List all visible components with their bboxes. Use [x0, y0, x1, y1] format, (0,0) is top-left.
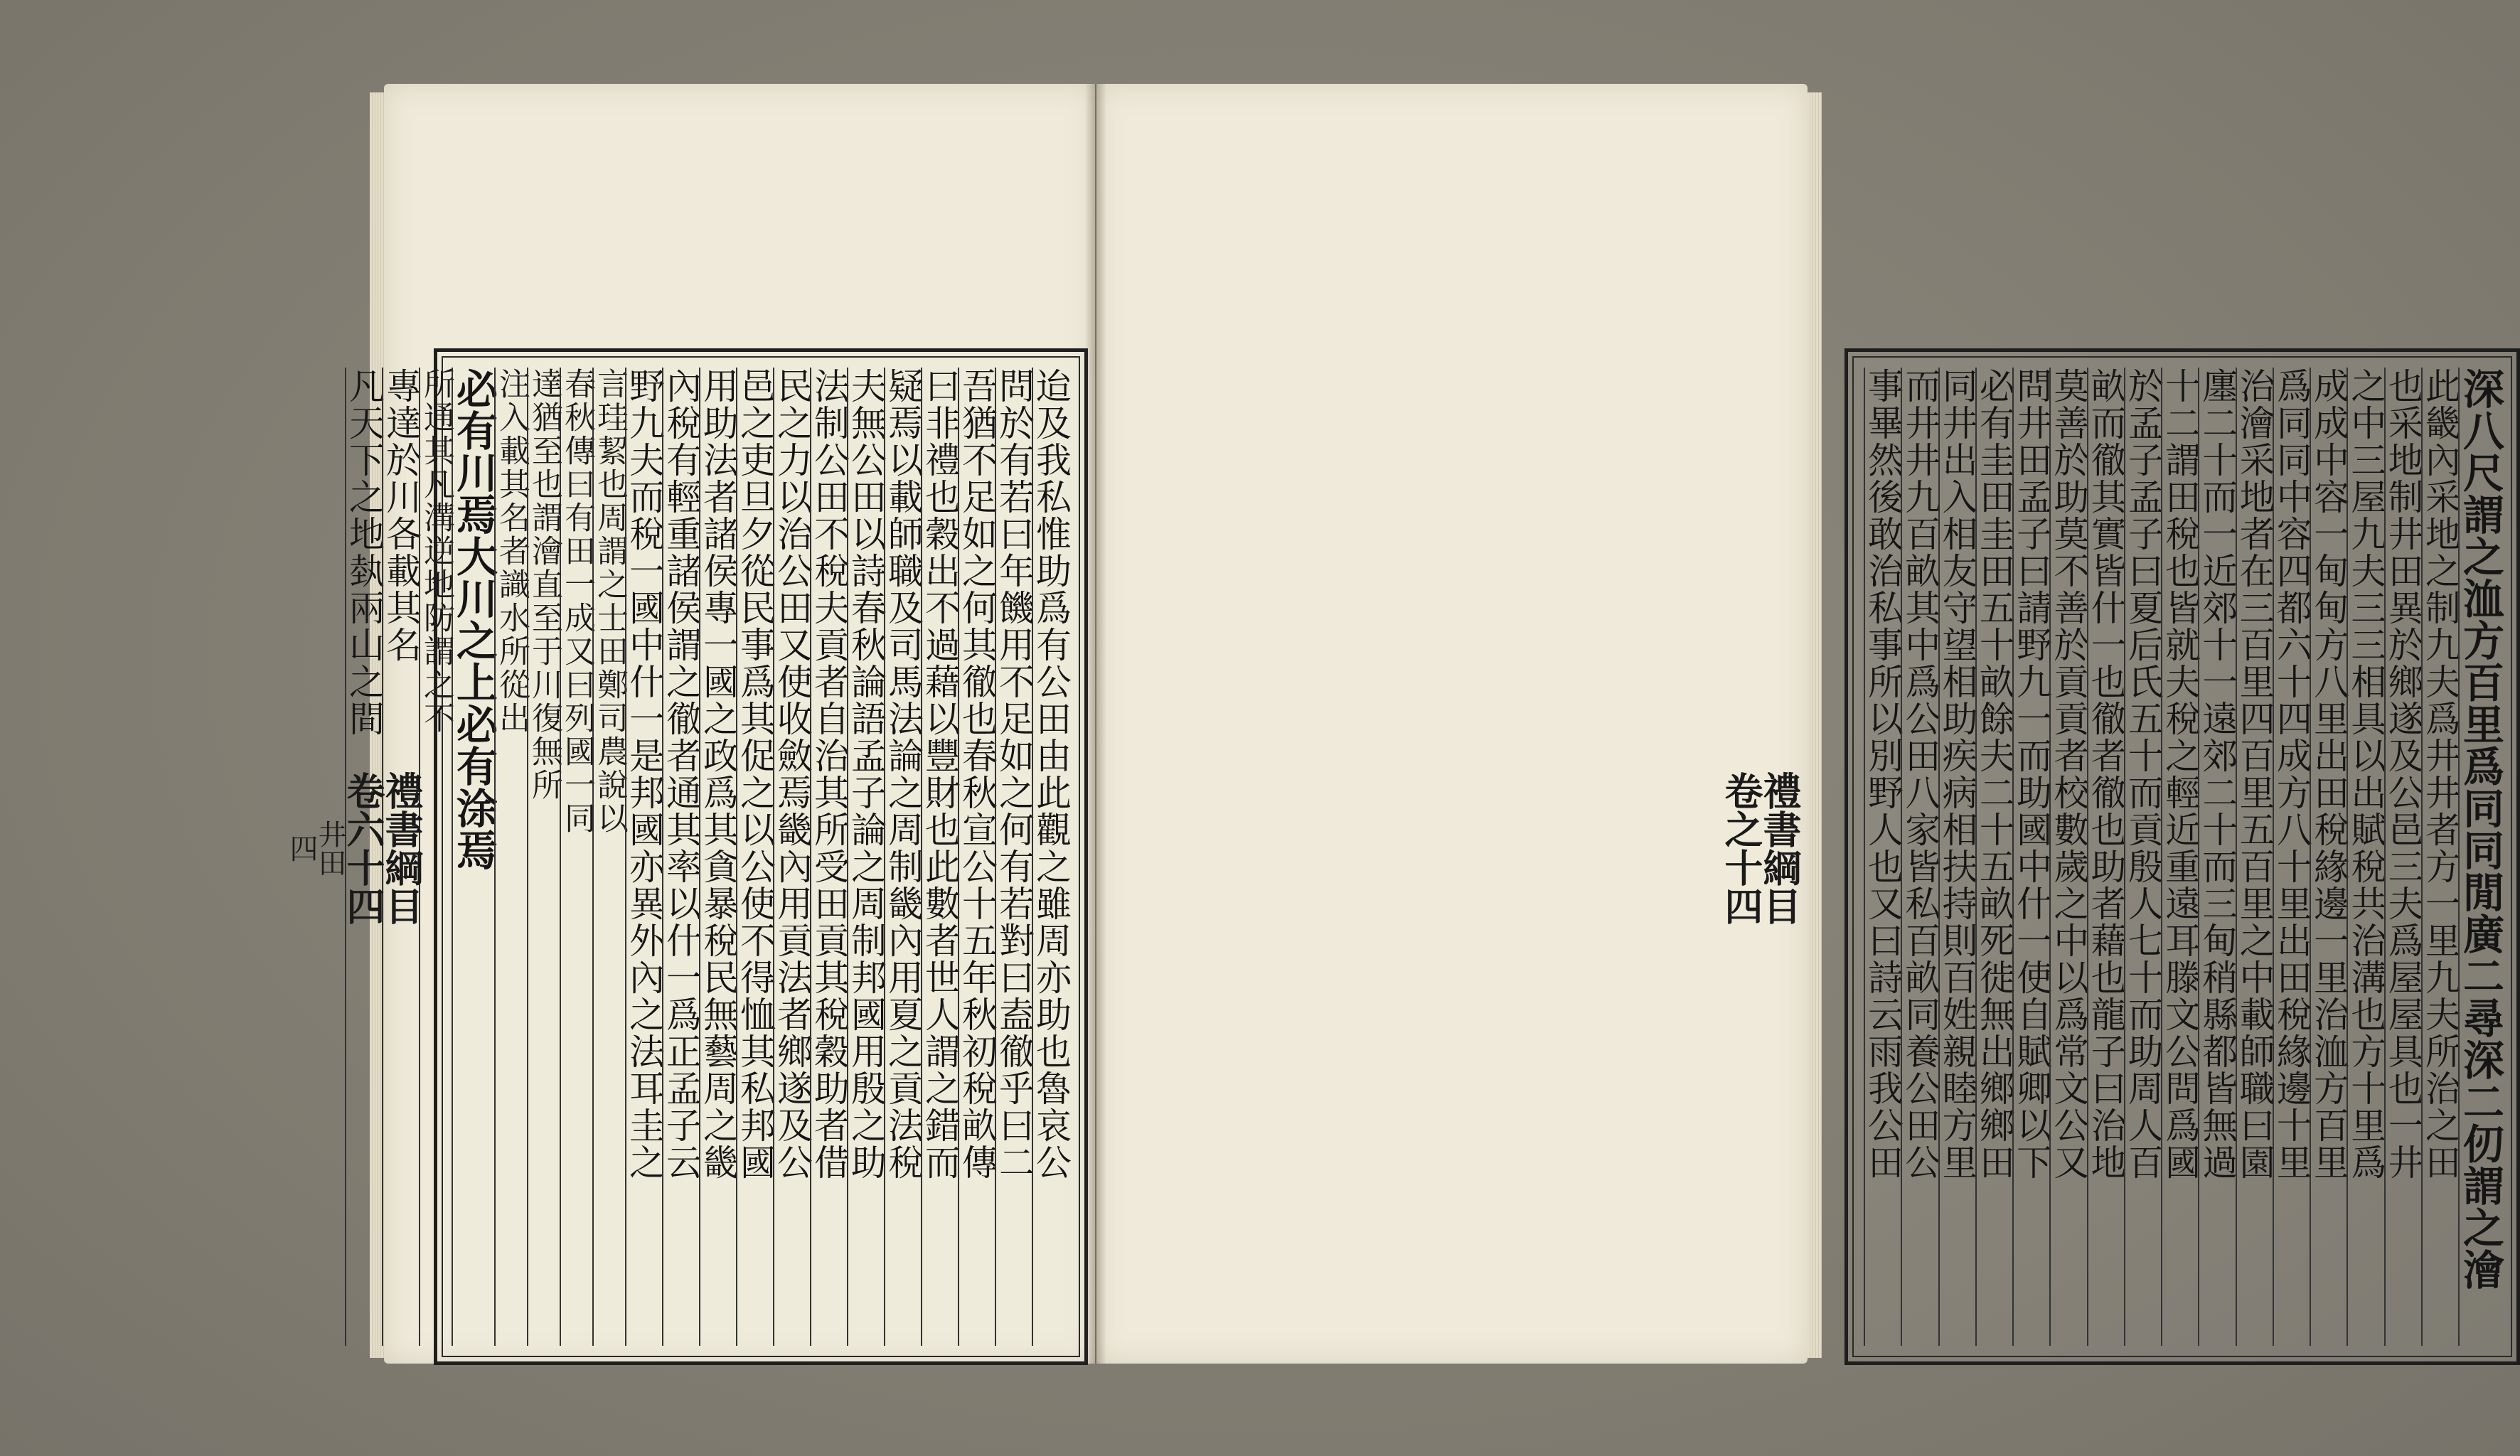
right-text-column: 莫善於助莫不善於貢貢者校數歲之中以爲常文公又: [2049, 368, 2086, 1346]
right-text-column: 事畢然後敢治私事所以別野人也又曰詩云雨我公田: [1864, 368, 1901, 1346]
left-text-column: 用助法者諸侯專一國之政爲其貪暴稅民無藝周之畿: [699, 368, 736, 1346]
right-page: [1096, 84, 2504, 1364]
right-text-columns: [1862, 368, 2504, 1346]
right-text-column: 畝而徹其實皆什一也徹者徹也助者藉也龍子曰治地: [2087, 368, 2124, 1346]
left-text-column: 迨及我私惟助爲有公田由此觀之雖周亦助也魯哀公: [1032, 368, 1069, 1346]
left-text-column: 春秋傳曰有田一成又曰列國一同: [560, 368, 592, 1346]
left-text-column: 問於有若曰年饑用不足如之何有若對曰盍徹乎曰二: [995, 368, 1032, 1346]
right-margin-heading: [1719, 348, 1803, 1365]
right-text-column: 同井出入相友守望相助疾病相扶持則百姓親睦方里: [1938, 368, 1975, 1346]
left-page-number: 四: [285, 834, 318, 862]
left-text-column: 凡天下之地埶兩山之間: [345, 368, 382, 1346]
left-text-column: 內稅有輕重諸侯謂之徹者通其率以什一爲正孟子云: [662, 368, 699, 1346]
right-text-column: 問井田孟子曰請野九一而助國中什一使自賦卿以下: [2012, 368, 2049, 1346]
right-text-frame: [1844, 348, 2520, 1365]
right-text-column: 十二謂田稅也皆就夫稅之輕近重遠耳滕文公問爲國: [2161, 368, 2198, 1346]
left-book-title: 禮書綱目: [379, 771, 425, 925]
left-text-column: 言珪絜也周謂之士田鄭司農說以: [592, 368, 625, 1346]
left-text-column: 吾猶不足如之何其徹也春秋宣公十五年秋初稅畝傳: [958, 368, 995, 1346]
right-text-column: 爲同同中容四都六十四成方八十里出田稅緣邊十里: [2273, 368, 2310, 1346]
right-text-column: 而井井九百畝其中爲公田八家皆私百畝同養公田公: [1901, 368, 1938, 1346]
left-text-column: 民之力以治公田又使收斂焉畿內用貢法者鄉遂及公: [773, 368, 810, 1346]
book-gutter: [1085, 84, 1106, 1364]
right-text-column: 也采地制井田異於鄉遂及公邑三夫爲屋屋具也一井: [2384, 368, 2421, 1346]
right-text-column: 治澮采地者在三百里四百里五百里之中載師職曰園: [2236, 368, 2273, 1346]
right-volume: 卷之十四: [1719, 771, 1764, 925]
left-text-column: 曰非禮也穀出不過藉以豐財也此數者世人謂之錯而: [921, 368, 958, 1346]
left-section: 井田: [314, 820, 346, 877]
left-text-column: 邑之吏旦夕從民事爲其促之以公使不得恤其私邦國: [736, 368, 773, 1346]
left-text-column: 所通其凡溝逆地防謂之不: [419, 368, 452, 1346]
right-text-column: 深八尺謂之洫方百里爲同同閒廣二尋深二仞謂之澮: [2458, 368, 2501, 1346]
right-text-column: 之中三屋九夫三三相具以出賦稅共治溝也方十里爲: [2347, 368, 2383, 1346]
right-text-column: 成成中容一甸甸方八里出田稅緣邊一里治洫方百里: [2310, 368, 2347, 1346]
right-book-title: 禮書綱目: [1757, 771, 1803, 925]
left-text-column: 疑焉以載師職及司馬法論之周制畿內用夏之貢法稅: [884, 368, 921, 1346]
left-volume: 卷六十四: [341, 771, 386, 925]
right-text-column: 必有圭田圭田五十畝餘夫二十五畝死徙無出鄉鄉田: [1975, 368, 2012, 1346]
open-book: [285, 84, 2504, 1376]
left-text-column: 專達於川各載其名: [382, 368, 419, 1346]
right-text-column: 於孟子孟子曰夏后氏五十而貢殷人七十而助周人百: [2124, 368, 2161, 1346]
right-text-column: 廛二十而一近郊十一遠郊二十而三甸稍縣都皆無過: [2198, 368, 2235, 1346]
left-text-column: 野九夫而稅一國中什一是邦國亦異外內之法耳圭之: [625, 368, 662, 1346]
left-text-column: 必有川焉大川之上必有涂焉: [452, 368, 494, 1346]
left-text-column: 法制公田不稅夫貢者自治其所受田貢其稅穀助者借: [810, 368, 847, 1346]
right-text-column: 此畿內采地之制九夫爲井井者方一里九夫所治之田: [2421, 368, 2458, 1346]
left-text-column: 注入載其名者識水所從出: [494, 368, 527, 1346]
left-text-column: 夫無公田以詩春秋論語孟子論之周制邦國用殷之助: [847, 368, 884, 1346]
left-text-column: 達猶至也謂澮直至于川復無所: [527, 368, 560, 1346]
